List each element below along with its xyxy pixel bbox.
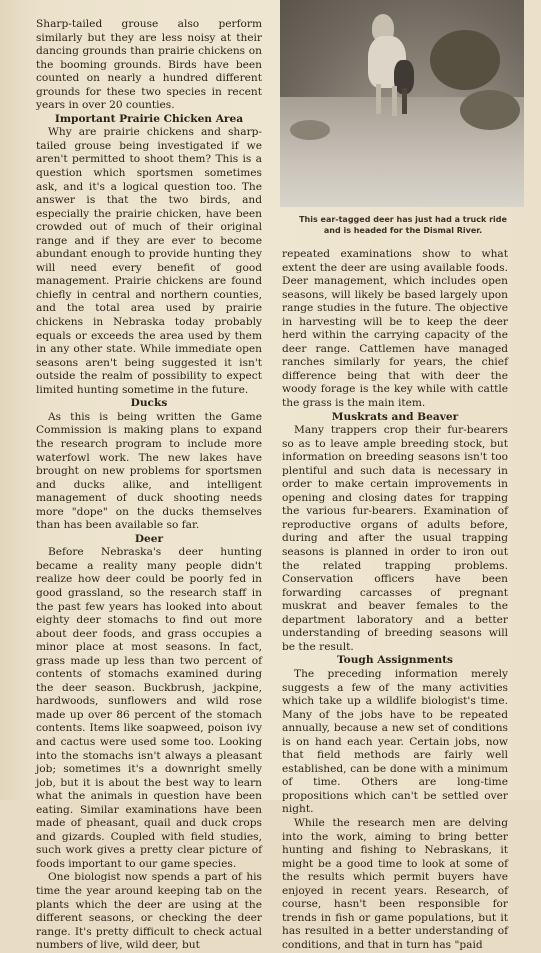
deer-leg	[376, 84, 381, 114]
deer-leg	[402, 88, 407, 114]
section-heading-deer: Deer	[134, 532, 164, 545]
section-heading-prairie-chicken: Important Prairie Chicken Area	[54, 112, 244, 125]
paragraph: repeated examinations show to what extent the deer are using available foods. Deer management, which includes open seasons, will likely be based largely upon range studies in the future. The objective in harvesting will be to keep the deer herd within the carrying capacity of the deer range. Cattlemen have managed ranches similarly for years, the chief difference being that with deer the woody forage is the key while with cattle the grass is the main item.	[282, 248, 508, 410]
paragraph: Before Nebraska's deer hunting became a reality many people didn't realize how deer could be poorly fed in good grassland, so the research staff in the past few years has looked into about eighty deer stomachs to find out more about deer foods, and grass occupies a minor place at most seasons. In fact, grass made up less than two percent of contents of stomachs examined during the deer season. Buckbrush, jackpine, hardwoods, sunflowers and wild rose made up over 86 percent of the stomach contents. Items like soapweed, poison ivy and cactus were used some too. Looking into the stomachs isn't always a pleasant job; sometimes it's a downright smelly job, but it is about the best way to learn what the animals in question have been eating. Similar examinations have been made of pheasant, quail and duck crops and gizards. Coupled with field studies, such work gives a pretty clear picture of foods important to our game species.	[36, 546, 262, 870]
paragraph: One biologist now spends a part of his time the year around keeping tab on the plants which the deer are using at the different seasons, or checking the deer range. It's pretty difficult to check actual numbers of live, wild deer, but	[36, 871, 262, 952]
right-column	[282, 248, 508, 952]
deer-photo	[280, 0, 524, 207]
paragraph: As this is being written the Game Commission is making plans to expand the research program to include more waterfowl work. The new lakes have brought on new problems for sportsmen and ducks alike, and intelligent management of duck shooting needs more "dope" on the ducks themselves than has been available so far.	[36, 410, 262, 532]
paragraph: Why are prairie chickens and sharp-tailed grouse being investigated if we aren't permitted to shoot them? This is a question which sportsmen sometimes ask, and it's a logical question too. The answer is that the two birds, and especially the prairie chicken, have been crowded out of much of their original range and if they are ever to become abundant enough to provide hunting they will need every benefit of good management. Prairie chickens are found chiefly in central and northern counties, and the total area used by prairie chickens in Nebraska today probably equals or exceeds the area used by them in any other state. While immediate open seasons aren't being suggested it isn't outside the realm of possibility to expect limited hunting sometime in the future.	[36, 126, 262, 396]
deer-leg	[392, 86, 397, 116]
paragraph: Sharp-tailed grouse also perform similarly but they are less noisy at their dancing grounds than prairie chickens on the booming grounds. Birds have been counted on nearly a hundred different grounds for these two species in recent years in over 20 counties.	[36, 18, 262, 112]
photo-caption: This ear-tagged deer has just had a truck ride and is headed for the Dismal River.	[299, 215, 507, 235]
paragraph: While the research men are delving into the work, aiming to bring better hunting and fishing to Nebraskans, it might be a good time to look at some of the results which permit buyers have enjoyed in recent years. Research, of course, hasn't been responsible for trends in fish or game populations, but it has resulted in a better understanding of conditions, and that in turn has "paid	[282, 816, 508, 951]
section-heading-muskrats-beaver: Muskrats and Beaver	[331, 410, 459, 423]
paragraph: The preceding information merely suggests a few of the many activities which take up a wildlife biologist's time. Many of the jobs have to be repeated annually, because a new set of conditions is on hand each year. Certain jobs, now that field methods are fairly well established, can be done with a minimum of time. Others are long-time propositions which can't be settled over night.	[282, 667, 508, 816]
photo-shrub	[460, 90, 520, 130]
section-heading-ducks: Ducks	[130, 397, 168, 410]
photo-shrub	[290, 120, 330, 140]
section-heading-tough-assignments: Tough Assignments	[336, 654, 454, 667]
photo-shrub	[430, 30, 500, 90]
left-column	[36, 18, 262, 953]
paragraph: Many trappers crop their fur-bearers so as to leave ample breeding stock, but information on breeding seasons isn't too plentiful and such data is necessary in order to make certain improvements in opening and closing dates for trapping the various fur-bearers. Examination of reproductive organs of adults before, during and after the usual trapping seasons is planned in order to iron out the related trapping problems. Conservation officers have been forwarding carcasses of pregnant muskrat and beaver females to the department laboratory and a better understanding of breeding seasons will be the result.	[282, 424, 508, 653]
